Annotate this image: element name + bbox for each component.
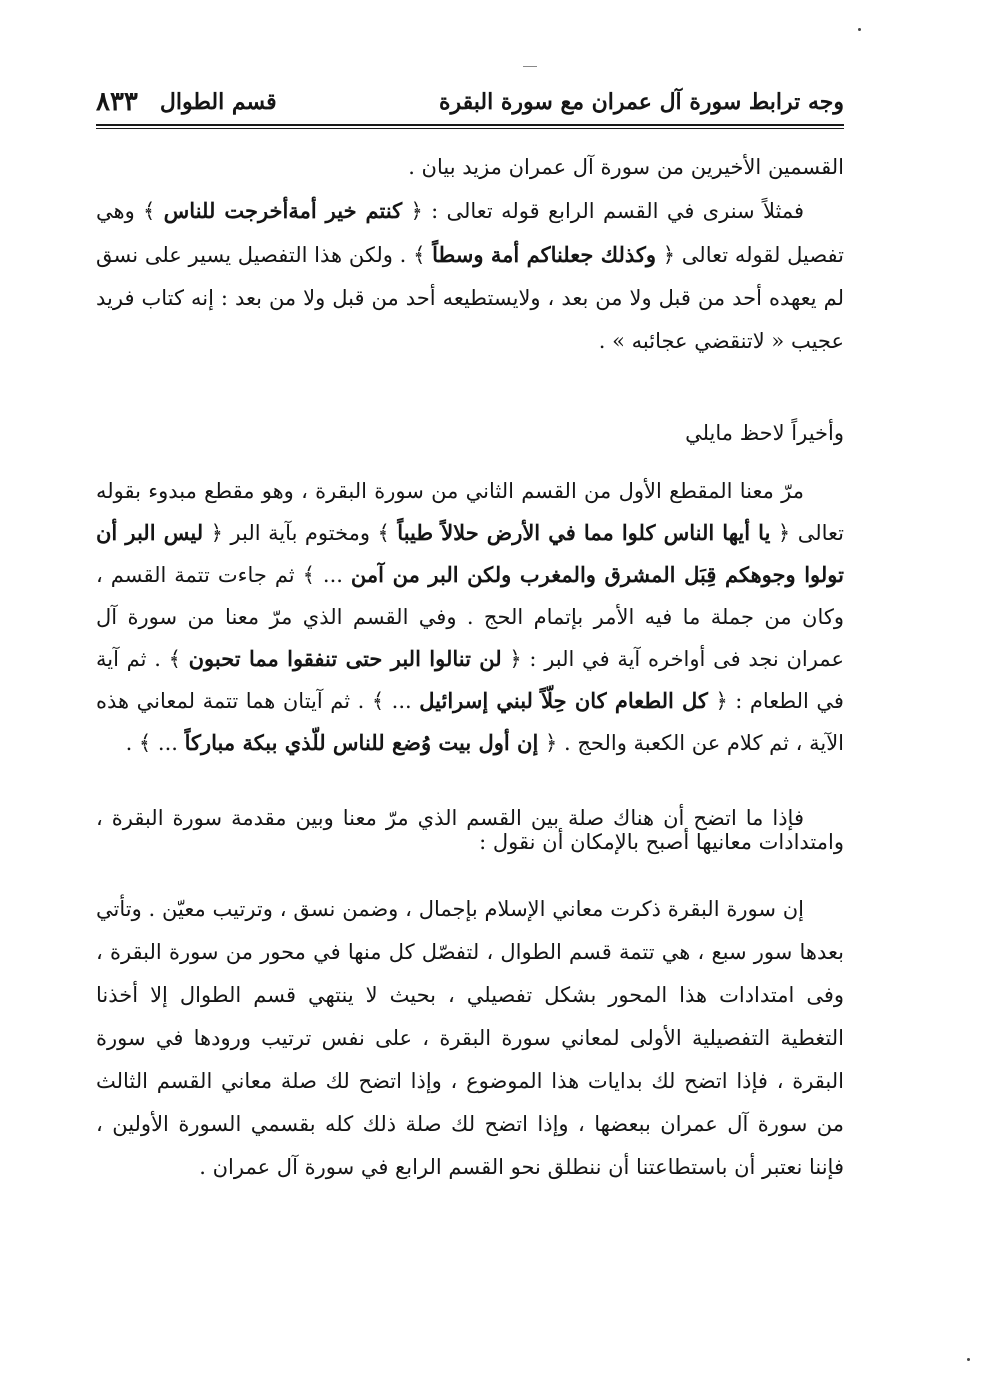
paragraph-3-text: مرّ معنا المقطع الأول من القسم الثاني من سورة البقرة ، وهو مقطع مبدوء بقوله تعالى ﴿ (96, 479, 844, 545)
quran-quote: إن أول بيت وُضع للناس للّذي ببكة مباركاً (184, 730, 539, 755)
section-name: قسم الطوال (159, 89, 277, 115)
paragraph-3-body (96, 470, 844, 764)
paragraph-3-text: ... ﴾ . ثم آيتان هما تتمة لمعاني هذه الآية ، ثم كلام عن الكعبة والحج . ﴿ (96, 689, 844, 755)
section-heading (96, 412, 844, 455)
paragraph-4 (96, 806, 844, 854)
paragraph-2-text: فمثلاً سنرى في القسم الرابع قوله تعالى : ﴿ (410, 199, 804, 223)
header-rule-thin (96, 128, 844, 129)
quran-quote: ليس البر أن تولوا وجوهكم قِبَل المشرق والمغرب ولكن البر من آمن (96, 520, 844, 587)
quran-quote: وكذلك جعلناكم أمة وسطاً (432, 242, 657, 267)
paragraph-5 (96, 888, 844, 1189)
heading-text: وأخيراً لاحظ مايلي (685, 421, 844, 445)
paragraph-1-line: القسمين الأخيرين من سورة آل عمران مزيد بيان . (408, 155, 844, 179)
header-rule (96, 124, 844, 126)
paragraph-2-text: ﴾ . ولكن هذا التفصيل يسير على نسق لم يعهده أحد من قبل ولا من بعد ، ولايستطيعه أحد من قبل ولا من بعد : إنه كتاب فريد عجيب « لاتنقضي عجائبه » . (96, 243, 844, 353)
quran-quote: كنتم خير أمةأخرجت للناس (163, 198, 403, 223)
paragraph-4-body: فإذا ما اتضح أن هناك صلة بين القسم الذي مرّ معنا وبين مقدمة سورة البقرة ، وامتدادات معانيها أصبح بالإمكان أن نقول : (96, 806, 844, 854)
running-header (96, 84, 844, 120)
paragraph-3-text: ﴾ ومختوم بآية البر ﴿ (210, 521, 390, 545)
running-title: وجه ترابط سورة آل عمران مع سورة البقرة (438, 89, 844, 115)
paragraph-3 (96, 470, 844, 764)
scan-speck (858, 28, 861, 31)
paragraph-1 (96, 146, 844, 363)
quran-quote: كل الطعام كان حِلّاً لبني إسرائيل (419, 688, 708, 713)
paragraph-5-body: إن سورة البقرة ذكرت معاني الإسلام بإجمال ، وضمن نسق ، وترتيب معيّن . وتأتي بعدها سور سبع ، هي تتمة قسم الطوال ، لتفصّل كل منها في محور من سورة البقرة ، وفى امتدادات هذا المحور بشكل تفصيلي ، بحيث لا ينتهي قسم الطوال إلا أخذنا التغطية التفصيلية الأولى لمعاني سورة البقرة ، على نفس ترتيب ورودها في سورة البقرة ، فإذا اتضح لك بدايات هذا الموضوع ، وإذا اتضح لك صلة معاني القسم الثالث من سورة آل عمران ببعضها ، وإذا اتضح لك صلة ذلك كله بقسمي السورة الأولين ، فإننا نعتبر أن باستطاعتنا أن ننطلق نحو القسم الرابع في سورة آل عمران . (96, 897, 845, 1179)
paragraph-3-text: ﴾ . ثم آية في الطعام : ﴿ (96, 647, 844, 713)
quran-quote: لن تنالوا البر حتى تنفقوا مما تحبون (188, 646, 502, 671)
paragraph-2 (96, 189, 844, 363)
scan-speck (967, 1358, 970, 1361)
paragraph-3-text: ... ﴾ . (125, 731, 178, 755)
page-number: ٨٣٣ (96, 87, 138, 117)
scan-speck (523, 66, 537, 67)
quran-quote: يا أيها الناس كلوا مما في الأرض حلالاً طيباً (397, 520, 771, 545)
paragraph-3-text: ... ﴾ ثم جاءت تتمة القسم ، وكان من جملة ما فيه الأمر بإتمام الحج . وفي القسم الذي مرّ معنا من سورة آل عمران نجد فى أواخره آية في البر : ﴿ (96, 563, 844, 671)
paragraph-2-text: ﴾ وهي تفصيل لقوله تعالى ﴿ (96, 199, 844, 267)
header-left (96, 87, 277, 117)
